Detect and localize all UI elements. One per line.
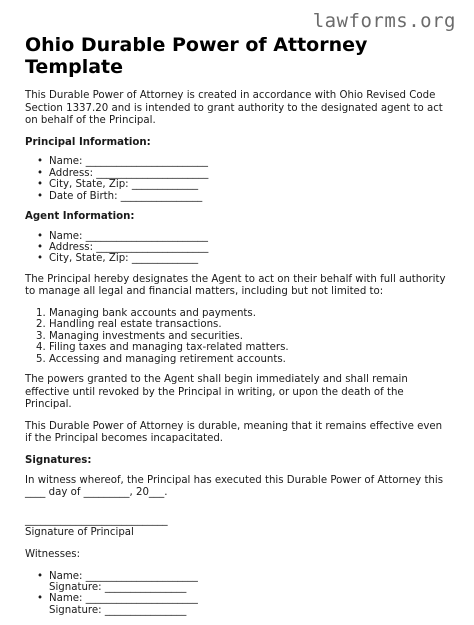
principal-city-field: • City, State, Zip: _____________ [49,179,450,190]
principal-address-field: • Address: ______________________ [49,168,450,179]
effective-paragraph: The powers granted to the Agent shall begin immediately and shall remain effective until revoked by the Principal in writing, or upon the death of the Principal. [25,374,408,411]
durable-paragraph: This Durable Power of Attorney is durable, meaning that it remains effective even if the Principal becomes incapacitated. [25,420,443,445]
principal-signature-label: Signature of Principal [25,527,134,539]
witness-name-field: • Name: ______________________ [49,593,450,604]
principal-signature-line: ____________________________ [25,514,168,526]
document-page [25,34,450,625]
witness-signature-field: Signature: ________________ [49,581,187,593]
intro-paragraph: This Durable Power of Attorney is created in accordance with Ohio Revised Code Section 1337.20 and is intended to grant authority to the designated agent to act on behalf of the Principal. [25,90,443,127]
power-item: 4. Filing taxes and managing tax-related matters. [49,342,450,353]
agent-city-field: • City, State, Zip: _____________ [49,253,450,264]
witness-signature-field: Signature: ________________ [49,604,187,616]
site-watermark: lawforms.org [312,10,456,32]
agent-heading: Agent Information: [25,211,135,222]
witness-clause: In witness whereof, the Principal has executed this Durable Power of Attorney this ____ day of _________, 20___. [25,474,444,499]
witnesses-list [25,571,450,617]
witness-name-field: • Name: ______________________ [49,571,450,582]
witnesses-label: Witnesses: [25,548,81,560]
principal-heading: Principal Information: [25,136,151,148]
power-item: 5. Accessing and managing retirement accounts. [49,354,450,365]
agent-address-field: • Address: ______________________ [49,242,450,253]
power-item: 1. Managing bank accounts and payments. [49,308,450,319]
document-title: Ohio Durable Power of Attorney Template [25,34,368,78]
principal-fields-list [25,156,450,202]
principal-dob-field: • Date of Birth: ________________ [49,191,450,202]
principal-name-field: • Name: ________________________ [49,156,450,167]
power-item: 2. Handling real estate transactions. [49,319,450,330]
power-item: 3. Managing investments and securities. [49,331,450,342]
signatures-heading: Signatures: [25,455,92,466]
powers-list [25,308,450,365]
designation-paragraph: The Principal hereby designates the Agent to act on their behalf with full authority to manage all legal and financial matters, including but not limited to: [25,273,446,298]
agent-fields-list [25,231,450,265]
agent-name-field: • Name: ________________________ [49,231,450,242]
